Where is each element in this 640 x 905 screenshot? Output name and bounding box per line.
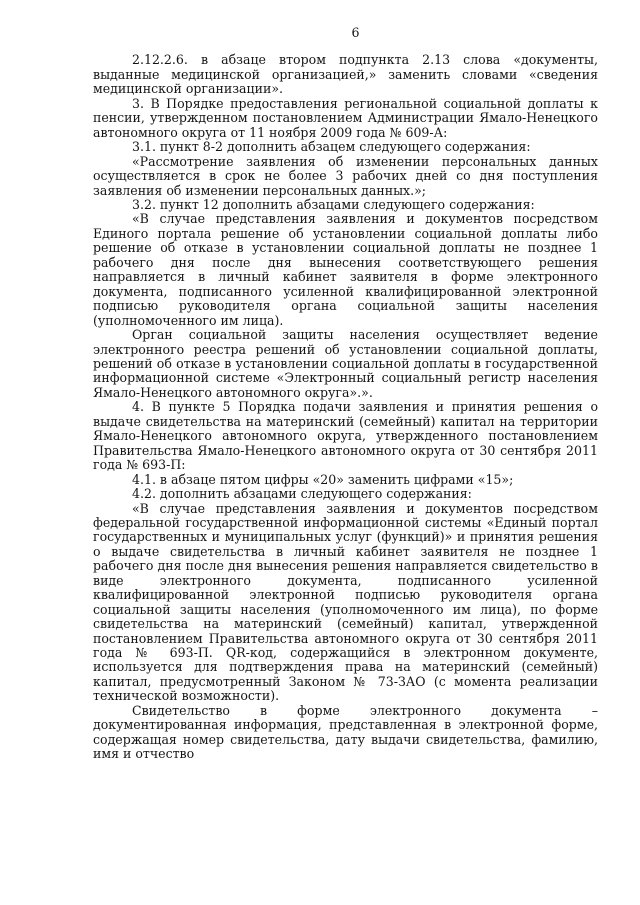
paragraph-4: 4. В пункте 5 Порядка подачи заявления и принятия решения о выдаче свидетельства на материнский (семейный) капитал на территории Ямало-Ненецкого автономного округа, утвержденного постановлением Правительства Ямало-Ненецкого автономного округа от 30 сентября 2011 года № 693-П:	[93, 399, 598, 473]
paragraph-4-1: 4.1. в абзаце пятом цифры «20» заменить цифрами «15»;	[132, 471, 514, 487]
paragraph-4-2-quote-1: «В случае представления заявления и документов посредством федеральной государственной информационной системы «Единый портал государственных и муниципальных услуг (функций)» и принятия решения о выдаче свидетельства в личный кабинет заявителя не позднее 1 рабочего дня после дня вынесения решения направляется свидетельство в виде электронного документа, подписанного усиленной квалифицированной электронной подписью руководителя органа социальной защиты населения (уполномоченного им лица), по форме свидетельства на материнский (семейный) капитал, утвержденной постановлением Правительства автономного округа от 30 сентября 2011 года № 693-П. QR-код, содержащийся в электронном документе, используется для подтверждения права на материнский (семейный) капитал, предусмотренный Законом № 73-ЗАО (с момента реализации технической возможности).	[93, 500, 598, 704]
paragraph-4-2-quote-2: Свидетельство в форме электронного документа – документированная информация, представленная в электронной форме, содержащая номер свидетельства, дату выдачи свидетельства, фамилию, имя и отчество	[93, 702, 598, 762]
paragraph-3-2-quote-2: Орган социальной защиты населения осуществляет ведение электронного реестра решений об установлении социальной доплаты, решений об отказе в установлении социальной доплаты в государственной информационной системе «Электронный социальный регистр населения Ямало-Ненецкого автономного округа».».	[93, 327, 598, 400]
paragraph-2-12-2-6: 2.12.2.6. в абзаце втором подпункта 2.13 слова «документы, выданные медицинской организацией,» заменить словами «сведения медицинской организации».	[93, 52, 598, 97]
paragraph-3-2: 3.2. пункт 12 дополнить абзацами следующего содержания:	[132, 196, 535, 212]
page-number: 6	[351, 25, 360, 40]
paragraph-3: 3. В Порядке предоставления региональной социальной доплаты к пенсии, утвержденном постановлением Администрации Ямало-Ненецкого автономного округа от 11 ноября 2009 года № 609-А:	[93, 95, 598, 140]
paragraph-3-1-quote: «Рассмотрение заявления об изменении персональных данных осуществляется в срок не более 3 рабочих дней со дня поступления заявления об изменении персональных данных.»;	[93, 153, 598, 198]
paragraph-3-2-quote-1: «В случае представления заявления и документов посредством Единого портала решение об установлении социальной доплаты либо решение об отказе в установлении социальной доплаты не позднее 1 рабочего дня после дня вынесения соответствующего решения направляется в личный кабинет заявителя в форме электронного документа, подписанного усиленной квалифицированной электронной подписью руководителя органа социальной защиты населения (уполномоченного им лица).	[93, 211, 598, 328]
paragraph-4-2: 4.2. дополнить абзацами следующего содержания:	[132, 486, 472, 502]
paragraph-3-1: 3.1. пункт 8-2 дополнить абзацем следующего содержания:	[132, 139, 531, 155]
